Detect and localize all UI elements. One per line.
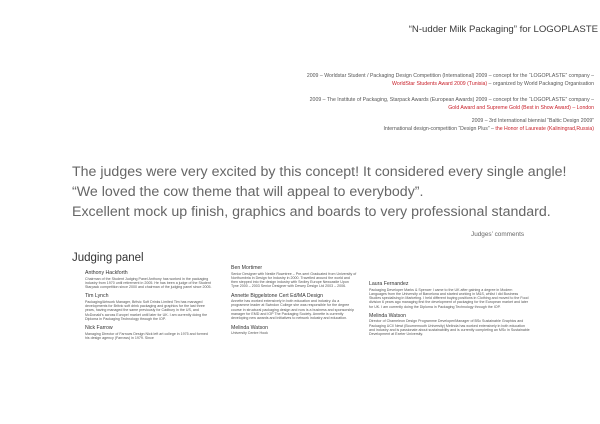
award-entry xyxy=(307,72,594,88)
judges-column xyxy=(85,270,213,344)
quote-line: “We loved the cow theme that will appeal to everybody”. xyxy=(72,184,424,200)
judge-name: Melinda Watson xyxy=(231,324,269,331)
judge-entry xyxy=(369,313,531,337)
judge-bio: Chairman of the Student Judging Panel Anthony has worked in the packaging industry from 1970 until retirement in 2005. He has been a judge of the Student Starpack competition since 2000 and chairman of the judging panel since 2005. xyxy=(85,276,212,290)
judge-name: Ben Mortimer xyxy=(231,265,263,271)
award-line xyxy=(307,80,594,88)
judge-bio: Packaging/Artwork Manager, Britvic Soft Drinks Limited Tim has managed developments for Britvic soft drink packaging and graphics for the last three years, having managed the same previously for Cadbury in the US, and McDonald’s across Europe/ market until later for UK. I am currently doing the Diploma in Packaging Technology through the IOP. xyxy=(85,299,208,322)
judge-name: Annette Biggelstone Cert Ed/MA Design xyxy=(231,292,323,299)
judging-panel-title: Judging panel xyxy=(72,252,144,264)
award-line: 2009 – The Institute of Packaging, Starpack Awards (European Awards) 2009 – concept for the “LOGOPLASTE” company – xyxy=(309,97,594,103)
award-highlight: WorldStar Students Award 2009 (Tunisia) xyxy=(392,81,488,87)
judges-column xyxy=(369,281,531,341)
award-line: 2009 – 3rd International biennial “Baltic Design 2009” xyxy=(471,118,594,124)
quote-attribution: Judges’ comments xyxy=(471,231,525,238)
quote-line: Excellent mock up finish, graphics and boards to very professional standard. xyxy=(72,204,551,220)
award-organizer: – organized by World Packaging Organisation xyxy=(487,81,594,87)
award-line: 2009 – Worldstar Student / Packaging Design Competition (International) 2009 – concept for the “LOGOPLASTE” company – xyxy=(306,73,594,79)
judge-entry xyxy=(369,281,531,309)
judge-entry xyxy=(231,293,357,321)
judge-name: Melinda Watson xyxy=(369,312,407,319)
judge-name: Anthony Hackforth xyxy=(85,270,128,276)
judge-entry xyxy=(85,325,213,340)
award-highlight: the Honor of Laureate (Kaliningrad,Russia) xyxy=(495,126,594,132)
award-entry xyxy=(310,96,594,112)
judge-bio: Senior Designer with Nestle Rowntree – Pre-sent Graduated from University of Northumbria in Design for Industry in 2000. Travelled around the world and then stepped into the design industry with Sedley Europe Newcastle Upon Tyne 2000 – 2003 Senior Designer with Dewey Design Ltd 2003 – 2006. xyxy=(231,271,357,289)
award-line xyxy=(310,104,594,112)
judge-bio: Annette has worked extensively in both education and industry. As a programme leader at Swindon College she was responsible for the degree course in structural packaging design and now is a business and sponsorship manager for EMD and IOP The Packaging Society. Annette is currently developing new awards and initiatives to network industry and education. xyxy=(231,299,355,321)
award-line xyxy=(383,125,594,133)
judge-bio: Packaging Developer Marks & Spencer I came to the UK after gaining a degree in Modern Languages from the University of Barcelona and started working in M&S, whilst I did Business Studies specialising in Marketing. I held different buying positions in Clothing and moved to the Food division 6 years ago managing first the development of packaging for the European market and later for UK. I am currently doing the Diploma in Packaging Technology through the IOP. xyxy=(369,287,529,309)
judge-bio: Managing Director of Farrows Design Nick left art college in 1975 and formed his design agency (Farrows) in 1979. Since xyxy=(85,331,208,341)
judge-name: Laura Fernandez xyxy=(369,281,409,287)
judge-entry xyxy=(85,270,213,289)
judge-bio: University Centre Hook xyxy=(231,331,268,336)
quote-line: The judges were very excited by this concept! It considered every single angle! xyxy=(72,164,567,180)
award-competition: International design-competition “Design Plus” – xyxy=(383,126,496,132)
page-title: “N-udder Milk Packaging” for LOGOPLASTE xyxy=(408,24,598,35)
award-entry xyxy=(383,117,594,133)
award-highlight: Gold Award and Supreme Gold (Best in Show Award) – London xyxy=(448,105,594,111)
judge-entry xyxy=(231,265,357,289)
judge-bio: Director of Chameleon Design Programme Developer/Manager of BSc Sustainable Graphics and Packaging UCI/ Newt (Bournemouth University) Melinda has worked extensively in both education and industry and is passionate about sustainability and is currently completing an MSc in Sustainable Development at Exeter University. xyxy=(369,319,530,337)
judges-column xyxy=(231,265,357,339)
judge-name: Nick Farrow xyxy=(85,325,113,332)
judge-name: Tim Lynch xyxy=(85,293,109,300)
judge-entry xyxy=(231,325,357,336)
judges-quote xyxy=(72,162,566,222)
judge-entry xyxy=(85,293,213,321)
